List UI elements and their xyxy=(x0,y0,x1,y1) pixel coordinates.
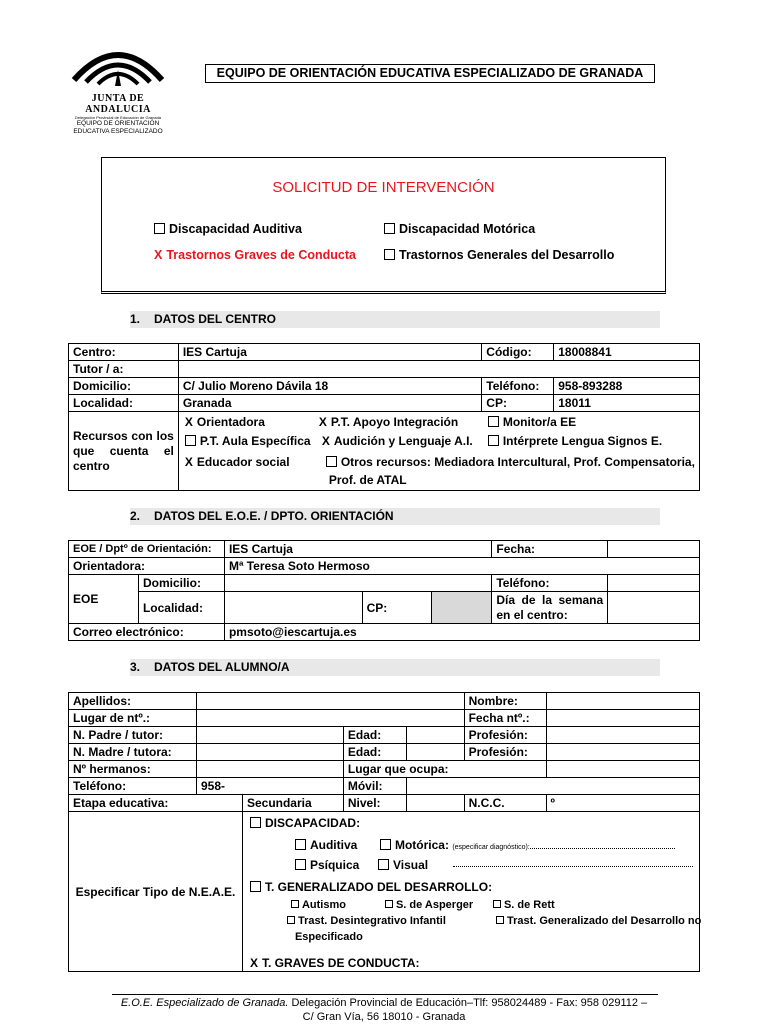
fecha-label: Fecha: xyxy=(492,541,608,558)
eoe-cp-label: CP: xyxy=(362,592,431,624)
lugar-ocupa-value[interactable] xyxy=(546,761,699,778)
codigo-value[interactable]: 18008841 xyxy=(554,344,700,361)
profesion-padre-label: Profesión: xyxy=(464,727,546,744)
movil-value[interactable] xyxy=(406,778,699,795)
localidad-value[interactable]: Granada xyxy=(178,395,481,412)
junta-arch-icon xyxy=(62,38,174,90)
madre-label: N. Madre / tutora: xyxy=(69,744,197,761)
telefono-label: Teléfono: xyxy=(482,378,554,395)
centro-label: Centro: xyxy=(69,344,179,361)
fecha-nt-label: Fecha ntº.: xyxy=(464,710,546,727)
neae-psiquica[interactable]: Psíquica xyxy=(295,858,359,872)
hermanos-value[interactable] xyxy=(196,761,343,778)
nombre-value[interactable] xyxy=(546,693,699,710)
edad-padre-value[interactable] xyxy=(406,727,464,744)
rec-otros-2: Prof. de ATAL xyxy=(328,473,407,487)
section-3-header: 3. DATOS DEL ALUMNO/A xyxy=(130,659,660,676)
cp-label: CP: xyxy=(482,395,554,412)
apellidos-label: Apellidos: xyxy=(69,693,197,710)
domicilio-label: Domicilio: xyxy=(69,378,179,395)
fecha-nt-value[interactable] xyxy=(546,710,699,727)
logo-team-2: EDUCATIVA ESPECIALIZADO xyxy=(73,128,163,135)
eoe-localidad-value[interactable] xyxy=(224,592,362,624)
logo-team-1: EQUIPO DE ORIENTACIÓN xyxy=(76,120,160,127)
apellidos-value[interactable] xyxy=(196,693,464,710)
correo-value[interactable]: pmsoto@iescartuja.es xyxy=(224,624,699,641)
codigo-label: Código: xyxy=(482,344,554,361)
neae-autismo[interactable]: Autismo xyxy=(291,898,346,912)
checkbox-icon[interactable] xyxy=(384,249,395,260)
cp-value[interactable]: 18011 xyxy=(554,395,700,412)
edad-padre-label: Edad: xyxy=(343,727,406,744)
neae-auditiva[interactable]: Auditiva xyxy=(295,838,357,852)
neae-cell xyxy=(242,812,702,972)
eoe-localidad-label: Localidad: xyxy=(138,592,224,624)
centro-value[interactable]: IES Cartuja xyxy=(178,344,481,361)
lugar-ocupa-label: Lugar que ocupa: xyxy=(343,761,546,778)
dia-value[interactable] xyxy=(608,592,700,624)
checkbox-icon[interactable] xyxy=(154,223,165,234)
dia-label: Día de la semana en el centro: xyxy=(492,592,608,624)
ncc-value[interactable]: º xyxy=(546,795,699,812)
orientadora-label: Orientadora: xyxy=(69,558,225,575)
telefono-value[interactable]: 958-893288 xyxy=(554,378,700,395)
lugar-label: Lugar de ntº.: xyxy=(69,710,197,727)
rec-audicion[interactable]: X Audición y Lenguaje A.I. xyxy=(321,434,473,448)
eoe-telefono-label: Teléfono: xyxy=(492,575,608,592)
option-motorica[interactable]: Discapacidad Motórica xyxy=(384,222,535,236)
rec-monitora[interactable]: Monitor/a EE xyxy=(488,415,576,429)
rec-orientadora[interactable]: X Orientadora xyxy=(184,415,265,429)
eoe-domicilio-label: Domicilio: xyxy=(138,575,224,592)
tutor-value[interactable] xyxy=(178,361,699,378)
ncc-label: N.C.C. xyxy=(464,795,546,812)
etapa-label: Etapa educativa: xyxy=(69,795,243,812)
rec-educador[interactable]: X Educador social xyxy=(184,455,290,469)
etapa-value[interactable]: Secundaria xyxy=(242,795,343,812)
hermanos-label: Nº hermanos: xyxy=(69,761,197,778)
neae-visual[interactable]: Visual xyxy=(378,858,428,872)
eoe-telefono-value[interactable] xyxy=(608,575,700,592)
fecha-value[interactable] xyxy=(608,541,700,558)
checkbox-icon[interactable] xyxy=(384,223,395,234)
logo-sub: Delegación Provincial de Educación de Granada xyxy=(74,115,162,120)
recursos-label: Recursos con los que cuenta el centro xyxy=(69,412,179,491)
option-conducta[interactable]: X Trastornos Graves de Conducta xyxy=(154,248,356,262)
madre-value[interactable] xyxy=(196,744,343,761)
eoe-label: EOE / Dptº de Orientación: xyxy=(69,541,225,558)
option-desarrollo[interactable]: Trastornos Generales del Desarrollo xyxy=(384,248,614,262)
neae-rett[interactable]: S. de Rett xyxy=(493,898,555,912)
request-title: SOLICITUD DE INTERVENCIÓN xyxy=(272,179,495,196)
neae-discapacidad[interactable]: DISCAPACIDAD: xyxy=(250,816,360,830)
eoe-table xyxy=(68,540,700,641)
correo-label: Correo electrónico: xyxy=(69,624,225,641)
recursos-cell xyxy=(178,412,699,491)
alumno-telefono-value[interactable]: 958- xyxy=(196,778,343,795)
option-auditiva[interactable]: Discapacidad Auditiva xyxy=(154,222,302,236)
lugar-value[interactable] xyxy=(196,710,464,727)
eoe-value[interactable]: IES Cartuja xyxy=(224,541,491,558)
centro-table xyxy=(68,343,700,491)
footer-org: E.O.E. Especializado de Granada. xyxy=(120,997,289,1009)
junta-logo xyxy=(62,38,174,133)
rec-interprete[interactable]: Intérprete Lengua Signos E. xyxy=(488,434,662,448)
neae-tgd[interactable]: T. GENERALIZADO DEL DESARROLLO: xyxy=(250,880,492,894)
nombre-label: Nombre: xyxy=(464,693,546,710)
padre-value[interactable] xyxy=(196,727,343,744)
localidad-label: Localidad: xyxy=(69,395,179,412)
section-1-header: 1. DATOS DEL CENTRO xyxy=(130,311,660,328)
rec-pt-aula[interactable]: P.T. Aula Específica xyxy=(185,434,311,448)
neae-asperger[interactable]: S. de Asperger xyxy=(385,898,473,912)
neae-label: Especificar Tipo de N.E.A.E. xyxy=(69,812,243,972)
neae-generalizado-no[interactable]: Trast. Generalizado del Desarrollo no xyxy=(496,914,701,928)
footer-divider xyxy=(112,994,658,995)
eoe-domicilio-value[interactable] xyxy=(224,575,491,592)
neae-especificado: Especificado xyxy=(294,931,363,943)
edad-madre-value[interactable] xyxy=(406,744,464,761)
profesion-madre-value[interactable] xyxy=(546,744,699,761)
section-2-header: 2. DATOS DEL E.O.E. / DPTO. ORIENTACIÓN xyxy=(130,508,660,525)
alumno-table xyxy=(68,692,700,972)
eoe-cp-value[interactable] xyxy=(431,592,492,624)
edad-madre-label: Edad: xyxy=(343,744,406,761)
checked-x-icon[interactable]: X xyxy=(154,248,163,262)
footer-line-1 xyxy=(0,997,768,1009)
neae-desintegrativo[interactable]: Trast. Desintegrativo Infantil xyxy=(287,914,446,928)
document-title: EQUIPO DE ORIENTACIÓN EDUCATIVA ESPECIALIZADO DE GRANADA xyxy=(205,64,655,83)
neae-graves[interactable]: X T. GRAVES DE CONDUCTA: xyxy=(249,956,420,970)
footer-contact: Delegación Provincial de Educación–Tlf: 958024489 - Fax: 958 029112 – xyxy=(291,997,648,1009)
nivel-label: Nivel: xyxy=(343,795,406,812)
profesion-madre-label: Profesión: xyxy=(464,744,546,761)
rec-pt-apoyo[interactable]: X P.T. Apoyo Integración xyxy=(318,415,459,429)
request-box xyxy=(101,157,666,294)
padre-label: N. Padre / tutor: xyxy=(69,727,197,744)
eoe-group-label: EOE xyxy=(69,575,139,624)
rec-otros[interactable]: Otros recursos: Mediadora Intercultural, Prof. Compensatoria, xyxy=(326,455,695,469)
profesion-padre-value[interactable] xyxy=(546,727,699,744)
footer-address: C/ Gran Vía, 56 18010 - Granada xyxy=(302,1011,466,1023)
nivel-value[interactable] xyxy=(406,795,464,812)
orientadora-value[interactable]: Mª Teresa Soto Hermoso xyxy=(224,558,699,575)
alumno-telefono-label: Teléfono: xyxy=(69,778,197,795)
tutor-label: Tutor / a: xyxy=(69,361,179,378)
logo-name: JUNTA DE ANDALUCIA xyxy=(85,93,151,115)
neae-motorica[interactable]: Motórica: (especificar diagnóstico): xyxy=(380,838,675,855)
domicilio-value[interactable]: C/ Julio Moreno Dávila 18 xyxy=(178,378,481,395)
movil-label: Móvil: xyxy=(343,778,406,795)
